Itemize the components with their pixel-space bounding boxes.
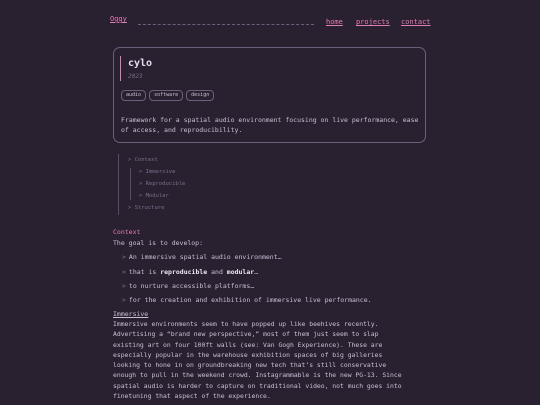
bullet-arrow-icon: >: [122, 296, 126, 304]
bullet-arrow-icon: >: [122, 282, 126, 290]
immersive-paragraph: Immersive environments seem to have popped up like beehives recently. Advertising a “brand new perspective,” most of them just seem to slap existing art on four 100ft walls (see: Van Gogh Experience). These are especially popular in the warehouse exhibition spaces of big galleries looking to hone in on groundbreaking new tech that’s still conservative enough to pull in the weekend crowd. Instagrammable is the new PG-13. Since spatial audio is harder to capture on traditional video, not much goes into finetuning that aspect of the experience.: [113, 320, 402, 401]
context-intro: The goal is to develop:: [113, 239, 204, 247]
tag-audio[interactable]: audio: [121, 90, 146, 101]
context-bullet-4: > for the creation and exhibition of immersive live performance.: [122, 296, 372, 304]
nav-contact-link[interactable]: contact: [401, 18, 431, 26]
toc-item-structure[interactable]: > Structure: [128, 205, 165, 211]
emphasis-reproducible: reproducible: [160, 268, 208, 276]
project-description: Framework for a spatial audio environment focusing on live performance, ease of access, and reproducibility.: [121, 116, 419, 134]
emphasis-modular: modular: [226, 268, 255, 276]
toc-outer-line: [118, 154, 119, 215]
site-logo-link[interactable]: Oggy: [110, 15, 127, 23]
title-accent-bar: [120, 56, 121, 81]
project-card: [113, 47, 426, 143]
nav-projects-link[interactable]: projects: [356, 18, 390, 26]
bullet-arrow-icon: >: [122, 253, 126, 261]
tag-list: [121, 90, 214, 101]
toc-inner-line: [130, 168, 131, 200]
header-divider: [138, 24, 314, 25]
context-heading: Context: [113, 228, 141, 236]
project-year: 2023: [128, 73, 143, 80]
context-bullet-3: > to nurture accessible platforms…: [122, 282, 255, 290]
toc-item-immersive[interactable]: > Immersive: [139, 169, 176, 175]
toc-item-context[interactable]: > Context: [128, 157, 158, 163]
site-header: [0, 0, 540, 40]
immersive-heading: Immersive: [113, 310, 149, 318]
table-of-contents: [118, 152, 318, 218]
tag-design[interactable]: design: [186, 90, 214, 101]
bullet-arrow-icon: >: [122, 268, 126, 276]
project-title: cylo: [128, 58, 153, 69]
toc-item-reproducible[interactable]: > Reproducible: [139, 181, 186, 187]
nav-home-link[interactable]: home: [326, 18, 343, 26]
context-bullet-2: > that is reproducible and modular…: [122, 268, 259, 276]
context-bullet-1: > An immersive spatial audio environment…: [122, 253, 282, 261]
toc-item-modular[interactable]: > Modular: [139, 193, 169, 199]
tag-software[interactable]: software: [149, 90, 183, 101]
